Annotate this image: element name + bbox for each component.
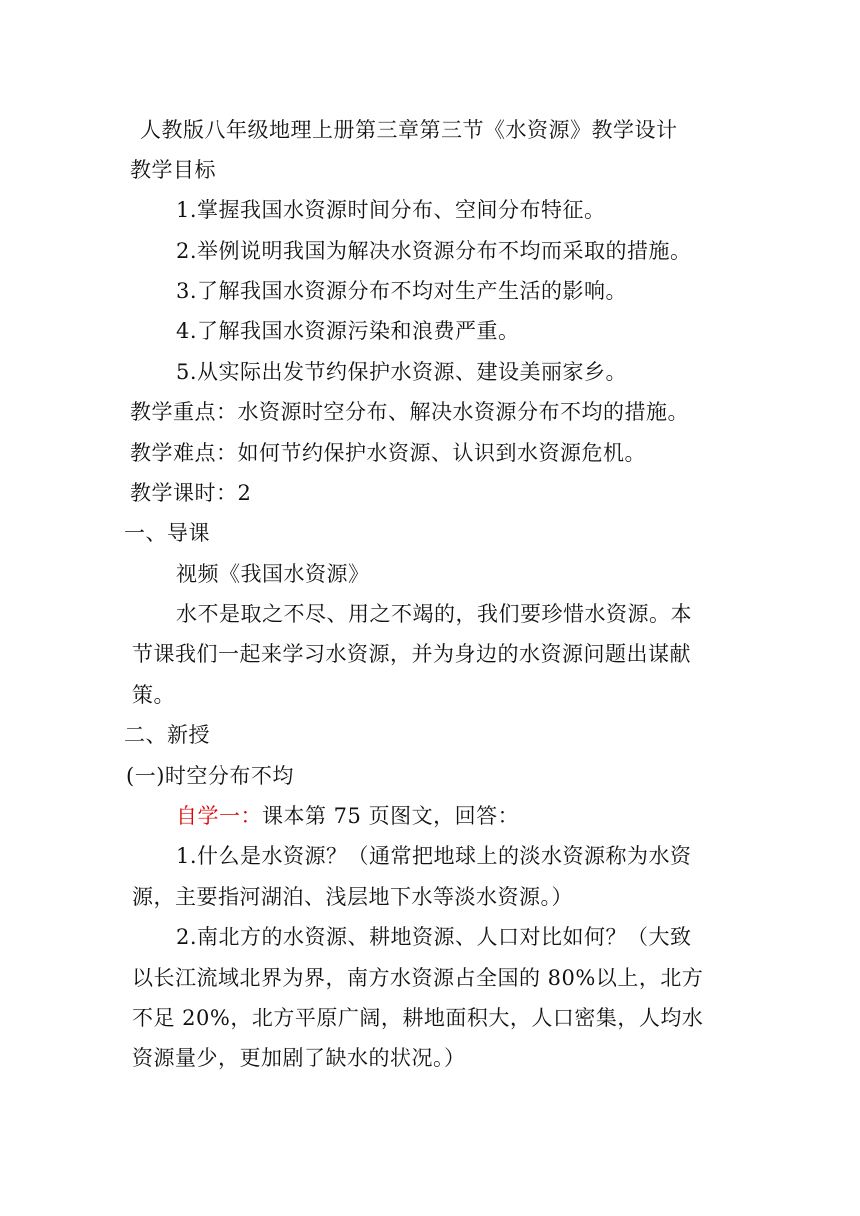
question-line: 以长江流域北界为界，南方水资源占全国的 80%以上，北方 (132, 966, 704, 990)
video-title: 视频《我国水资源》 (176, 562, 370, 586)
objective-item: 4.了解我国水资源污染和浪费严重。 (176, 319, 520, 343)
self-study-label: 自学一： (176, 804, 262, 828)
section-heading: 一、导课 (124, 521, 210, 545)
question-line: 2.南北方的水资源、耕地资源、人口对比如何？（大致 (176, 925, 692, 949)
objective-item: 3.了解我国水资源分布不均对生产生活的影响。 (176, 279, 628, 303)
objective-item: 5.从实际出发节约保护水资源、建设美丽家乡。 (176, 360, 628, 384)
objective-item: 2.举例说明我国为解决水资源分布不均而采取的措施。 (176, 239, 692, 263)
difficulties: 教学难点：如何节约保护水资源、认识到水资源危机。 (130, 441, 646, 465)
document-title: 人教版八年级地理上册第三章第三节《水资源》教学设计 (140, 118, 678, 142)
key-points: 教学重点：水资源时空分布、解决水资源分布不均的措施。 (130, 400, 689, 424)
class-hours: 教学课时：2 (130, 481, 252, 505)
subsection-heading: (一)时空分布不均 (126, 764, 294, 788)
paragraph-line: 节课我们一起来学习水资源，并为身边的水资源问题出谋献 (132, 642, 691, 666)
question-line: 1.什么是水资源？（通常把地球上的淡水资源称为水资 (176, 844, 692, 868)
question-line: 不足 20%，北方平原广阔，耕地面积大，人口密集，人均水 (132, 1006, 704, 1030)
paragraph-line: 策。 (132, 683, 175, 707)
objective-item: 1.掌握我国水资源时间分布、空间分布特征。 (176, 198, 606, 222)
question-line: 源，主要指河湖泊、浅层地下水等淡水资源。） (132, 885, 573, 909)
self-study-line (176, 796, 776, 836)
objectives-heading: 教学目标 (130, 158, 216, 182)
question-line: 资源量少，更加剧了缺水的状况。） (132, 1046, 466, 1070)
self-study-text: 课本第 75 页图文，回答： (262, 804, 520, 828)
paragraph-line: 水不是取之不尽、用之不竭的，我们要珍惜水资源。本 (176, 602, 692, 626)
section-heading: 二、新授 (124, 723, 210, 747)
